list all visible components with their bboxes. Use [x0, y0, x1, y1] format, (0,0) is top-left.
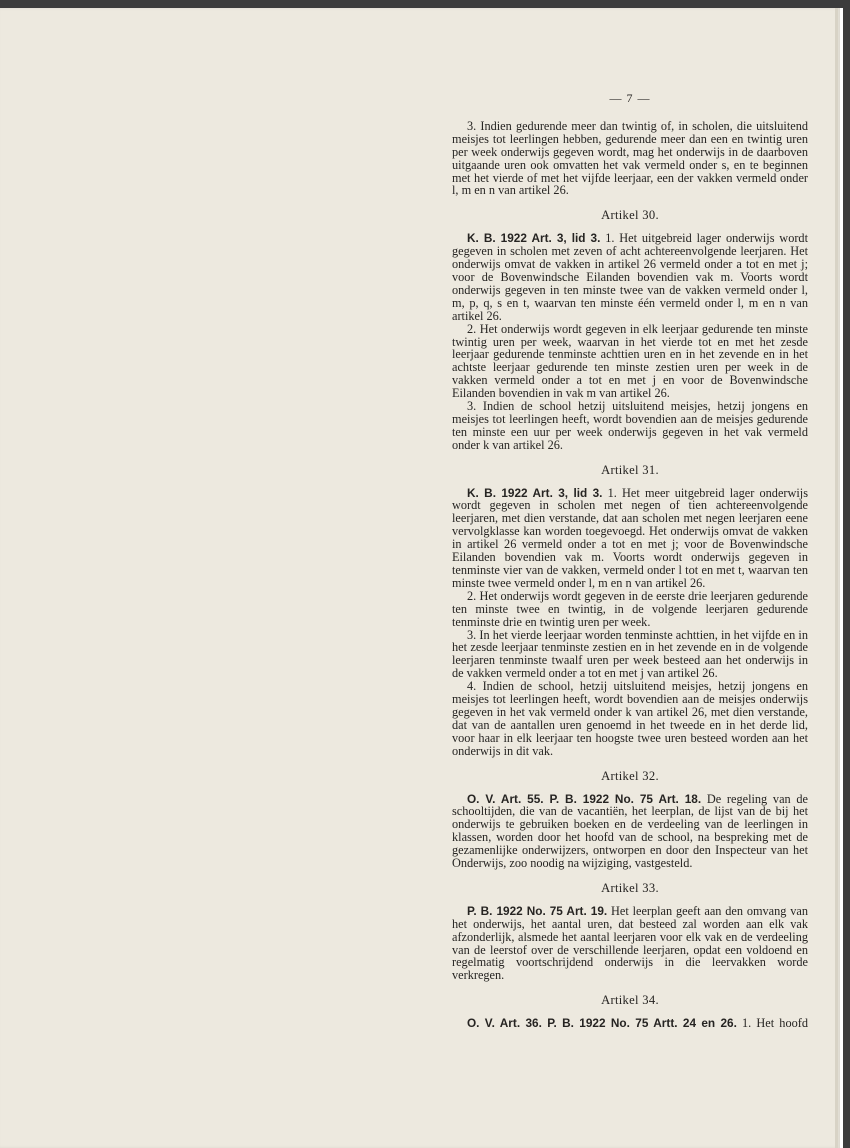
art31-reference: K. B. 1922 Art. 3, lid 3. — [467, 485, 603, 500]
art33-text: Het leerplan geeft aan den omvang van het onderwijs, het aantal uren, dat besteed zal worden aan elk vak afzonderlijk, alsmede het aantal leerjaren voor elk vak en de verdeeling van de leerstof over de verschillende leerjaren, opdat een voldoend en regelmatig voortschrijdend onderwijs in die leervakken worde verkregen. — [452, 903, 809, 983]
art31-heading: Artikel 31. — [601, 462, 659, 477]
art32-reference: O. V. Art. 55. P. B. 1922 No. 75 Art. 18. — [467, 791, 702, 806]
art34-reference: O. V. Art. 36. P. B. 1922 No. 75 Artt. 24 en 26. — [467, 1016, 737, 1031]
art32-paragraph — [452, 793, 808, 870]
art33-heading: Artikel 33. — [601, 880, 659, 895]
art31-paragraph-4: 4. Indien de school, hetzij uitsluitend meisjes, hetzij jongens en meisjes tot leerlingen heeft, wordt bovendien aan de meisjes onderwijs gegeven in het vak vermeld onder k van artikel 26, met dien verstande, dat van de aantallen uren genoemd in het tweede en in het derde lid, voor haar in elk leerjaar ten hoogste twee uren besteed worden aan het onderwijs in dit vak. — [452, 679, 808, 758]
art33-paragraph — [452, 905, 808, 982]
art31-paragraph-2: 2. Het onderwijs wordt gegeven in de eerste drie leerjaren gedurende ten minste twee en twintig, in de volgende leerjaren gedurende tenminste drie en twintig uren per week. — [452, 588, 808, 629]
art31-paragraph-3: 3. In het vierde leerjaar worden tenminste achttien, in het vijfde en in het zesde leerjaar tenminste zestien en in het zevende en in de volgende leerjaren tenminste twaalf uren per week besteed aan het onderwijs in de vakken vermeld onder a tot en met j van artikel 26. — [452, 627, 808, 681]
art32-heading: Artikel 32. — [601, 768, 659, 783]
art30-reference: K. B. 1922 Art. 3, lid 3. — [467, 231, 601, 246]
art32-text: De regeling van de schooltijden, die van de vacantiën, het leerplan, de lijst van de bij het onderwijs te gebruiken boeken en de verdeeling van de leerlingen in klassen, worden door het hoofd van de school, na bespreking met de gezamenlijke onderwijzers, ontworpen en door den Inspecteur van het Onderwijs, zoo noodig na wijziging, vastgesteld. — [452, 791, 809, 871]
art31-paragraph-1 — [452, 487, 808, 590]
art30-paragraph-1 — [452, 232, 808, 322]
art30-paragraph-2: 2. Het onderwijs wordt gegeven in elk leerjaar gedurende ten minste twintig uren per week, waarvan in het vierde tot en met het zesde leerjaar gedurende tenminste achttien uren en in het zevende en in het achtste leerjaar gedurende ten minste zestien uren per week in de vakken vermeld onder a tot en met j en voor de Bovenwindsche Eilanden bovendien in vak m van artikel 26. — [452, 321, 808, 401]
right-scan-border — [843, 0, 850, 1148]
art30-p1-text: 1. Het uitgebreid lager onderwijs wordt gegeven in scholen met zeven of acht achtereenvolgende leerjaren. Het onderwijs omvat de vakken in artikel 26 vermeld onder a tot en met j; voor de Bovenwindsche Eilanden bovendien vak m. Voorts wordt onderwijs gegeven in ten minste twee van de vakken vermeld onder l, m, p, q, s en t, waarvan ten minste één vermeld onder l, m en n van artikel 26. — [452, 231, 809, 323]
art34-heading: Artikel 34. — [601, 993, 659, 1008]
art33-reference: P. B. 1922 No. 75 Art. 19. — [467, 903, 608, 918]
top-scan-border — [0, 0, 850, 8]
art31-p1-text: 1. Het meer uitgebreid lager onderwijs wordt gegeven in scholen met negen of tien achtereenvolgende leerjaren, met dien verstande, dat aan scholen met negen leerjaren eene vervolgklasse kan worden toegevoegd. Het onderwijs omvat de vakken in artikel 26 vermeld onder a tot en met j; voor de Bovenwindsche Eilanden bovendien vak m. Voorts wordt onderwijs gegeven in tenminste vier van de vakken, vermeld onder l tot en met t, waarvan ten minste twee vermeld onder l, m en n van artikel 26. — [452, 485, 808, 590]
text-column — [452, 92, 808, 1030]
art34-paragraph — [452, 1017, 808, 1030]
page-number: — 7 — — [609, 91, 651, 105]
art30-paragraph-3: 3. Indien de school hetzij uitsluitend meisjes, hetzij jongens en meisjes tot leerlingen heeft, wordt bovendien aan de meisjes gedurende ten minste een uur per week onderwijs gegeven in het vak vermeld onder k van artikel 26. — [452, 399, 808, 452]
art34-text: 1. Het hoofd — [742, 1016, 808, 1031]
page-edge — [835, 8, 838, 1148]
art30-heading: Artikel 30. — [601, 208, 659, 223]
art29-paragraph-3: 3. Indien gedurende meer dan twintig of, in scholen, die uitsluitend meisjes tot leerlingen hebben, gedurende meer dan een en twintig uren per week onderwijs gegeven wordt, mag het onderwijs in de daarboven uitgaande uren ook omvatten het vak vermeld onder s, en te beginnen met het vierde of met het vijfde leerjaar, een der vakken vermeld onder l, m en n van artikel 26. — [452, 118, 808, 198]
